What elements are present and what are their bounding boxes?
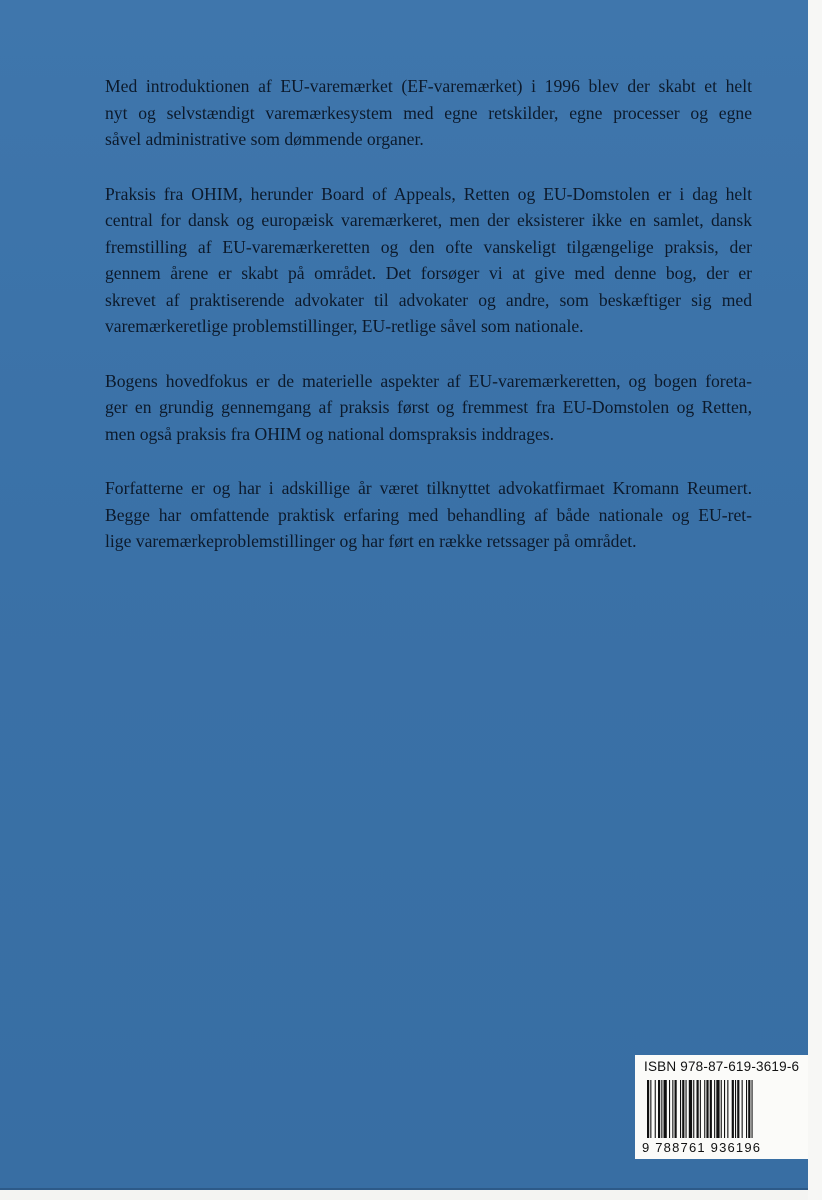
barcode-bar (721, 1080, 722, 1138)
text-line: skrevet af praktiserende advokater til advokater og andre, som beskæftiger sig med (105, 289, 752, 310)
barcode-bar (647, 1080, 649, 1138)
barcode-bar (752, 1080, 753, 1138)
barcode-bar (742, 1080, 743, 1138)
text-line: men også praksis fra OHIM og national domspraksis inddrages. (105, 423, 555, 444)
barcode-bar (704, 1080, 705, 1138)
blurb-paragraph-3 (105, 368, 752, 448)
text-line: Med introduktionen af EU-varemærket (EF-varemærket) i 1996 blev der skabt et helt (105, 76, 752, 96)
barcode-bar (706, 1080, 708, 1138)
barcode-bar (682, 1080, 684, 1138)
barcode-bar (724, 1080, 725, 1138)
text-line: central for dansk og europæisk varemærkeret, men der eksisterer ikke en samlet, dansk (105, 210, 752, 230)
barcode-bar (655, 1080, 656, 1138)
barcode-bar (661, 1080, 662, 1138)
barcode-bar (664, 1080, 667, 1138)
barcode-bar (716, 1080, 719, 1138)
barcode-bar (746, 1080, 747, 1138)
text-line: gennem årene er skabt på området. Det forsøger vi at give med denne bog, der er (105, 263, 752, 283)
blurb-text (105, 73, 752, 583)
text-line: Forfatterne er og har i adskillige år været tilknyttet advokatfirmaet Kromann Reumert. (105, 478, 752, 498)
text-line: Bogens hovedfokus er de materielle aspekter af EU-varemærkeretten, og bogen foreta- (105, 370, 752, 391)
blurb-paragraph-1 (105, 73, 752, 153)
barcode-bar (693, 1080, 694, 1138)
barcode-icon (647, 1080, 805, 1138)
text-line: ger en grundig gennemgang af praksis først og fremmest fra EU-Domstolen og Retten, (105, 397, 752, 417)
barcode-bar (727, 1080, 728, 1138)
barcode-bar (675, 1080, 677, 1138)
isbn-number: ISBN 978-87-619-3619-6 (644, 1059, 800, 1074)
barcode-bar (697, 1080, 699, 1138)
text-line: lige varemærkeproblemstillinger og har ført en række retssager på området. (105, 531, 637, 551)
barcode-bar (658, 1080, 660, 1138)
blurb-paragraph-2 (105, 181, 752, 340)
barcode-bar (735, 1080, 736, 1138)
barcode-bar (680, 1080, 681, 1138)
barcode-digits: 9 788761 936196 (642, 1140, 762, 1155)
barcode-bar (672, 1080, 673, 1138)
blurb-paragraph-4 (105, 475, 752, 555)
text-line: nyt og selvstændigt varemærkesystem med egne retskilder, egne processer og egne (105, 102, 752, 123)
page-edge (808, 0, 822, 1200)
text-line: såvel administrative som dømmende organer. (105, 129, 424, 149)
barcode-bar (669, 1080, 670, 1138)
text-line: fremstilling af EU-varemærkeretten og den ofte vanskeligt tilgængelige praksis, der (105, 236, 752, 257)
barcode-bar (689, 1080, 692, 1138)
barcode-bar (714, 1080, 715, 1138)
barcode-bar (700, 1080, 701, 1138)
barcode-bar (732, 1080, 734, 1138)
text-line: Praksis fra OHIM, herunder Board of Appeals, Retten og EU-Domstolen er i dag helt (105, 183, 752, 204)
text-line: varemærkeretlige problemstillinger, EU-retlige såvel som nationale. (105, 316, 584, 336)
barcode-bar (737, 1080, 739, 1138)
barcode-bar (650, 1080, 651, 1138)
barcode-bar (686, 1080, 687, 1138)
text-line: Begge har omfattende praktisk erfaring med behandling af både nationale og EU-ret- (105, 504, 752, 525)
barcode-bar (710, 1080, 712, 1138)
barcode-bar (748, 1080, 750, 1138)
